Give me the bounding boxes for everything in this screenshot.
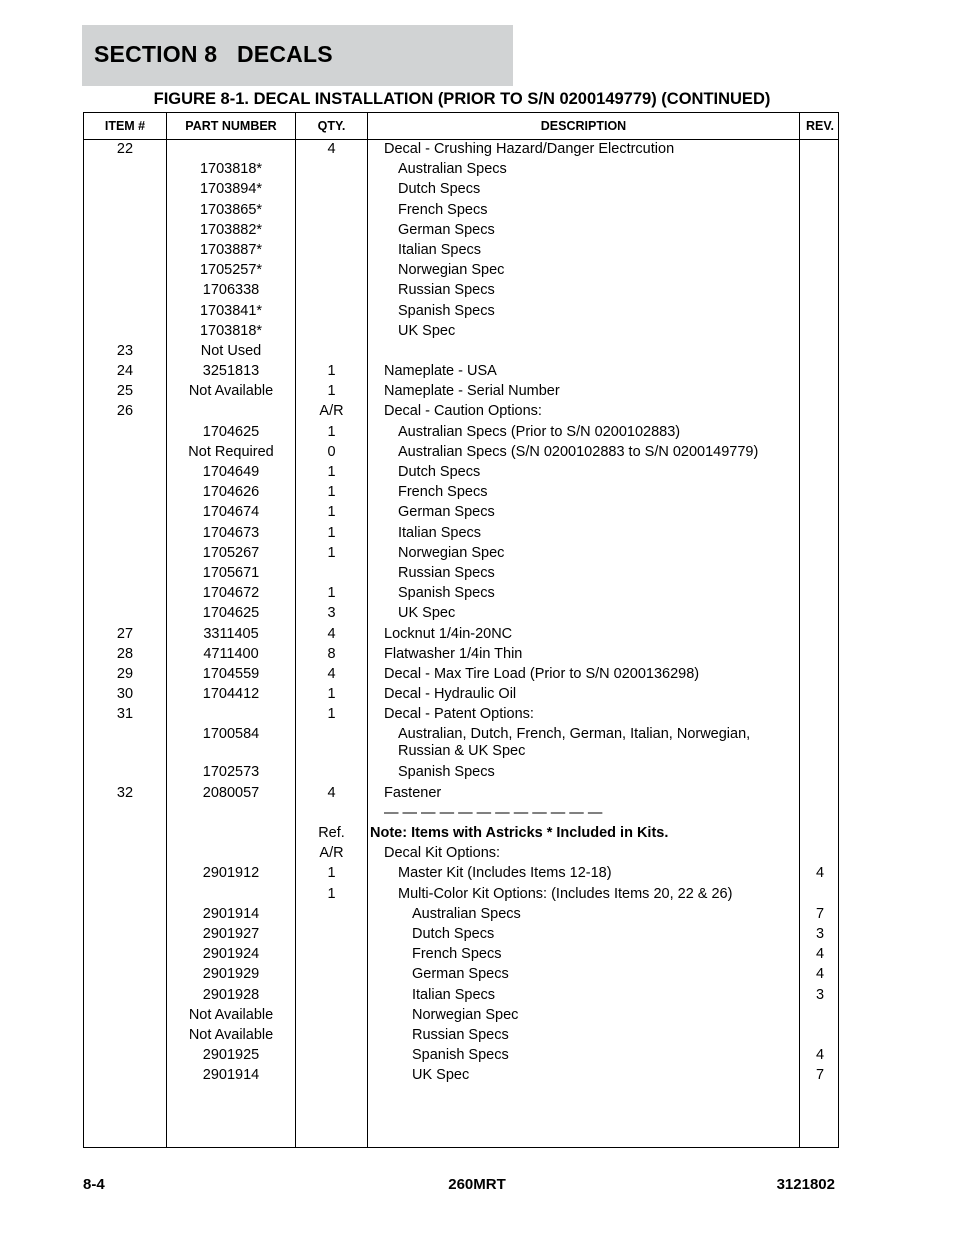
- header-part-number: PART NUMBER: [185, 119, 277, 133]
- section-title: SECTION 8 DECALS: [94, 41, 333, 67]
- table-row: [84, 200, 838, 220]
- description-cell: Italian Specs: [398, 524, 482, 541]
- table-row: [84, 664, 838, 684]
- table-row: [84, 724, 838, 762]
- item-cell: 26: [116, 403, 134, 420]
- footer-model: 260MRT: [448, 1176, 506, 1193]
- description-cell: Dutch Specs: [412, 925, 495, 942]
- part-number-cell: 1704649: [202, 464, 260, 480]
- description-cell: UK Spec: [412, 1067, 470, 1084]
- description-cell: Spanish Specs: [412, 1047, 509, 1064]
- item-cell: 27: [116, 625, 134, 642]
- description-cell: Australian Specs (Prior to S/N 0200102883): [398, 423, 681, 440]
- part-number-cell: 2901927: [202, 925, 260, 942]
- table-row: [84, 301, 838, 321]
- part-number-cell: 1703887*: [199, 241, 263, 258]
- rev-cell: 3: [815, 986, 825, 1003]
- table-row: [84, 260, 838, 280]
- part-number-cell: 1704625: [202, 423, 260, 440]
- parts-table: [83, 112, 839, 1148]
- part-number-cell: 1703841*: [199, 302, 263, 319]
- figure-title: FIGURE 8-1. DECAL INSTALLATION (PRIOR TO S/N 0200149779) (CONTINUED): [153, 90, 771, 108]
- header-description: DESCRIPTION: [540, 119, 627, 133]
- table-row: [84, 904, 838, 924]
- description-cell: Decal Kit Options:: [384, 845, 501, 862]
- table-row: [84, 624, 838, 644]
- item-cell: 28: [116, 645, 134, 662]
- description-cell: Multi-Color Kit Options: (Includes Items 20, 22 & 26): [398, 885, 733, 902]
- table-row: [84, 179, 838, 199]
- description-cell: Decal - Hydraulic Oil: [384, 686, 517, 703]
- rev-cell: 7: [815, 905, 825, 922]
- table-row: [84, 543, 838, 563]
- item-cell: 25: [116, 383, 134, 400]
- part-number-cell: 1705267: [202, 544, 260, 561]
- table-row: [84, 220, 838, 240]
- qty-cell: 1: [327, 504, 336, 521]
- description-cell: Dutch Specs: [398, 464, 481, 480]
- table-row: [84, 863, 838, 883]
- table-row: [84, 442, 838, 462]
- description-cell: UK Spec: [398, 605, 456, 622]
- table-row: [84, 964, 838, 984]
- rev-cell: 4: [815, 946, 825, 963]
- table-row: [84, 762, 838, 782]
- table-row: [84, 240, 838, 260]
- part-number-cell: 2901924: [202, 946, 260, 963]
- table-row: [84, 502, 838, 522]
- table-row: [84, 482, 838, 502]
- table-row: [84, 321, 838, 341]
- description-cell: Locknut 1/4in-20NC: [384, 625, 513, 642]
- description-cell: Australian Specs: [398, 161, 507, 178]
- rev-cell: 4: [815, 1047, 825, 1064]
- table-row: [84, 462, 838, 482]
- qty-cell: 8: [327, 645, 336, 662]
- table-row: [84, 422, 838, 442]
- part-number-cell: 2901929: [202, 966, 260, 983]
- qty-cell: 4: [327, 141, 336, 157]
- header-qty: QTY.: [317, 119, 346, 133]
- part-number-cell: 1705671: [202, 564, 260, 581]
- description-cell: Australian, Dutch, French, German, Italian, Norwegian, Russian & UK Spec: [398, 726, 751, 760]
- qty-cell: 1: [327, 706, 336, 723]
- rev-cell: 7: [815, 1067, 825, 1084]
- description-cell: Russian Specs: [398, 564, 495, 581]
- description-cell: Italian Specs: [412, 986, 496, 1003]
- table-row: [84, 1065, 838, 1085]
- qty-cell: 1: [327, 885, 336, 902]
- description-cell: Russian Specs: [398, 282, 495, 299]
- description-cell: Russian Specs: [412, 1026, 509, 1043]
- description-cell: Spanish Specs: [398, 585, 495, 602]
- description-cell: Norwegian Spec: [412, 1006, 519, 1023]
- part-number-cell: 2901914: [202, 1067, 260, 1084]
- part-number-cell: 1704625: [202, 605, 260, 622]
- description-cell: French Specs: [398, 484, 488, 501]
- part-number-cell: 1703865*: [199, 201, 263, 218]
- rev-cell: 4: [815, 865, 825, 882]
- description-cell: Note: Items with Astricks * Included in Kits.: [370, 825, 669, 841]
- section-header-bar: [82, 25, 513, 86]
- part-number-cell: 2901925: [202, 1047, 260, 1064]
- table-row: [84, 684, 838, 704]
- table-row: [84, 644, 838, 664]
- part-number-cell: Not Used: [200, 342, 262, 359]
- table-row: [84, 381, 838, 401]
- part-number-cell: 2901914: [202, 905, 260, 922]
- description-cell: Nameplate - Serial Number: [384, 383, 560, 400]
- footer-doc-number: 3121802: [776, 1176, 835, 1193]
- table-row: [84, 884, 838, 904]
- part-number-cell: 1702573: [202, 764, 260, 781]
- qty-cell: 1: [327, 524, 336, 541]
- part-number-cell: 1703882*: [199, 221, 263, 238]
- qty-cell: 1: [327, 423, 336, 440]
- qty-cell: A/R: [319, 403, 344, 420]
- table-row: [84, 704, 838, 724]
- footer-page-number: 8-4: [83, 1176, 105, 1193]
- table-row: [84, 783, 838, 803]
- table-row: [84, 563, 838, 583]
- description-cell: UK Spec: [398, 322, 456, 339]
- table-row: [84, 1045, 838, 1065]
- part-number-cell: 1704672: [202, 585, 260, 602]
- description-cell: Fastener: [384, 784, 442, 801]
- qty-cell: Ref.: [318, 825, 345, 841]
- item-cell: 31: [116, 706, 134, 723]
- description-cell: German Specs: [398, 504, 495, 521]
- qty-cell: 1: [327, 544, 336, 561]
- description-cell: Australian Specs (S/N 0200102883 to S/N 0200149779): [398, 443, 759, 460]
- table-row: [84, 361, 838, 381]
- rev-cell: 3: [815, 925, 825, 942]
- part-number-cell: 3311405: [203, 625, 259, 642]
- table-row: [84, 803, 838, 823]
- part-number-cell: 1704559: [202, 665, 260, 682]
- description-cell: Australian Specs: [412, 905, 521, 922]
- header-item: ITEM #: [104, 119, 146, 133]
- item-cell: 30: [116, 686, 134, 703]
- description-cell: Spanish Specs: [398, 302, 495, 319]
- part-number-cell: 1703818*: [199, 322, 263, 339]
- description-cell: Decal - Crushing Hazard/Danger Electrcution: [384, 141, 675, 157]
- description-cell: French Specs: [398, 201, 488, 218]
- description-cell: French Specs: [412, 946, 502, 963]
- part-number-cell: 1704412: [202, 686, 260, 703]
- part-number-cell: Not Required: [188, 443, 274, 460]
- description-cell: Decal - Caution Options:: [384, 403, 542, 420]
- description-cell: Flatwasher 1/4in Thin: [384, 645, 523, 662]
- description-cell: Italian Specs: [398, 241, 482, 258]
- description-cell: German Specs: [412, 966, 509, 983]
- description-cell: Dutch Specs: [398, 181, 481, 198]
- qty-cell: 1: [327, 484, 336, 501]
- table-row: [84, 944, 838, 964]
- table-body: [84, 139, 838, 1085]
- part-number-cell: Not Available: [188, 1026, 274, 1043]
- qty-cell: A/R: [319, 845, 344, 862]
- description-cell: German Specs: [398, 221, 495, 238]
- description-cell: Norwegian Spec: [398, 544, 505, 561]
- part-number-cell: 2080057: [202, 784, 260, 801]
- rev-cell: 4: [815, 966, 825, 983]
- table-row: [84, 924, 838, 944]
- part-number-cell: 1700584: [202, 726, 260, 743]
- part-number-cell: 4711400: [203, 645, 259, 662]
- part-number-cell: 1704673: [202, 524, 260, 541]
- part-number-cell: 2901928: [202, 986, 260, 1003]
- description-cell: Decal - Patent Options:: [384, 706, 534, 723]
- qty-cell: 3: [327, 605, 336, 622]
- table-row: [84, 583, 838, 603]
- description-cell: Spanish Specs: [398, 764, 495, 781]
- table-row: [84, 985, 838, 1005]
- part-number-cell: 1705257*: [199, 262, 263, 279]
- table-row: [84, 159, 838, 179]
- table-row: [84, 401, 838, 421]
- description-cell: — — — — — — — — — — — —: [384, 804, 603, 821]
- table-row: [84, 823, 838, 843]
- qty-cell: 4: [327, 625, 336, 642]
- description-cell: Nameplate - USA: [384, 363, 497, 380]
- table-row: [84, 523, 838, 543]
- part-number-cell: Not Available: [188, 1006, 274, 1023]
- table-row: [84, 139, 838, 159]
- item-cell: 22: [116, 141, 134, 157]
- table-row: [84, 1005, 838, 1025]
- description-cell: Master Kit (Includes Items 12-18): [398, 865, 612, 882]
- qty-cell: 4: [327, 784, 336, 801]
- qty-cell: 1: [327, 865, 336, 882]
- qty-cell: 1: [327, 464, 336, 480]
- part-number-cell: 1703894*: [199, 181, 263, 198]
- table-row: [84, 280, 838, 300]
- header-rev: REV.: [805, 119, 835, 133]
- table-row: [84, 1025, 838, 1045]
- item-cell: 32: [116, 784, 134, 801]
- part-number-cell: 1704674: [202, 504, 260, 521]
- table-row: [84, 603, 838, 623]
- qty-cell: 0: [327, 443, 336, 460]
- part-number-cell: Not Available: [188, 383, 274, 400]
- description-cell: Norwegian Spec: [398, 262, 505, 279]
- table-row: [84, 341, 838, 361]
- qty-cell: 1: [327, 363, 336, 380]
- item-cell: 23: [116, 342, 134, 359]
- part-number-cell: 1704626: [202, 484, 260, 501]
- item-cell: 29: [116, 665, 134, 682]
- part-number-cell: 1706338: [202, 282, 260, 299]
- part-number-cell: 3251813: [202, 363, 260, 380]
- qty-cell: 1: [327, 686, 336, 703]
- part-number-cell: 2901912: [202, 865, 260, 882]
- part-number-cell: 1703818*: [199, 161, 263, 178]
- qty-cell: 4: [327, 665, 336, 682]
- description-cell: Decal - Max Tire Load (Prior to S/N 0200136298): [384, 665, 700, 682]
- qty-cell: 1: [327, 585, 336, 602]
- item-cell: 24: [116, 363, 134, 380]
- qty-cell: 1: [327, 383, 336, 400]
- table-row: [84, 843, 838, 863]
